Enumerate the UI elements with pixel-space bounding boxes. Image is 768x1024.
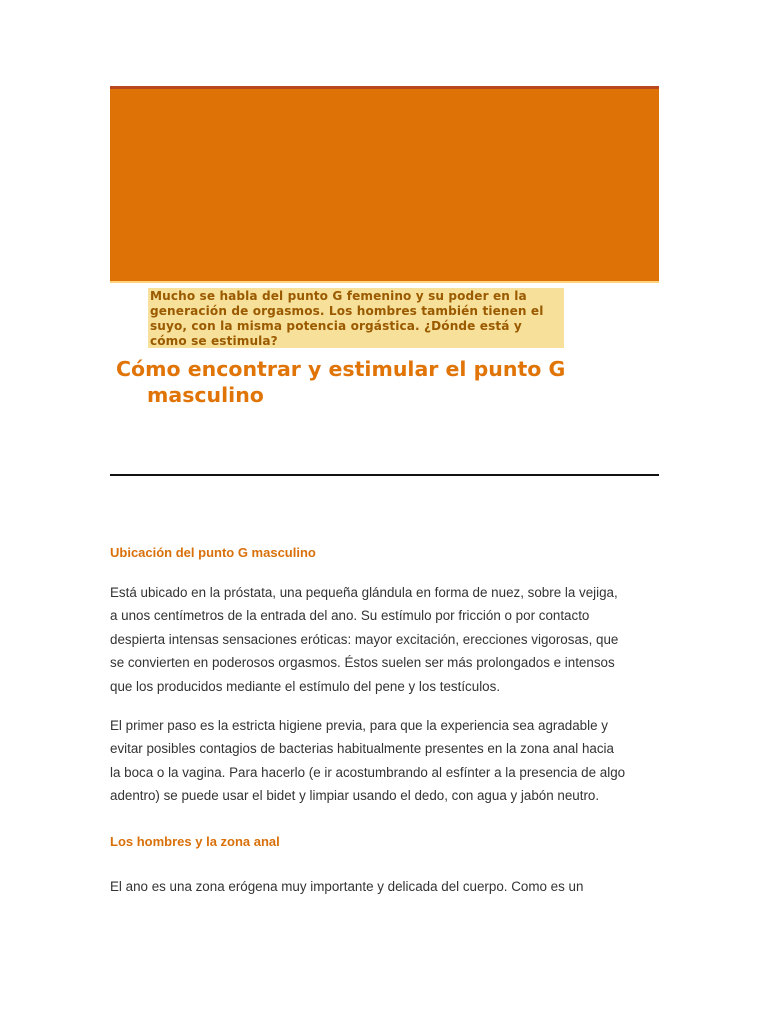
section-heading-zona-anal: Los hombres y la zona anal [110, 834, 280, 849]
title-divider [110, 474, 659, 476]
paragraph-prostate-location: Está ubicado en la próstata, una pequeña glándula en forma de nuez, sobre la vejiga, a unos centímetros de la entrada del ano. Su estímulo por fricción o por contacto despierta intensas sensaciones eróticas: mayor excitación, erecciones vigorosas, que se convierten en poderosos orgasmos. Éstos suelen ser más prolongados e intensos que los producidos mediante el estímulo del pene y los testículos. [110, 585, 619, 694]
intro-highlight-box: Mucho se habla del punto G femenino y su poder en la generación de orgasmos. Los hombres también tienen el suyo, con la misma potencia orgástica. ¿Dónde está y cómo se estimula? [148, 288, 564, 348]
article-title: Cómo encontrar y estimular el punto G masculino [116, 357, 566, 407]
paragraph-hygiene: El primer paso es la estricta higiene previa, para que la experiencia sea agradable y evitar posibles contagios de bacterias habitualmente presentes en la zona anal hacia la boca o la vagina. Para hacerlo (e ir acostumbrando al esfínter a la presencia de algo adentro) se puede usar el bidet y limpiar usando el dedo, con agua y jabón neutro. [110, 718, 626, 804]
orange-header-banner [110, 89, 659, 281]
paragraph-anal-zone: El ano es una zona erógena muy importante y delicada del cuerpo. Como es un [110, 879, 584, 894]
section-heading-ubicacion: Ubicación del punto G masculino [110, 545, 316, 560]
banner-bottom-line [110, 281, 659, 283]
